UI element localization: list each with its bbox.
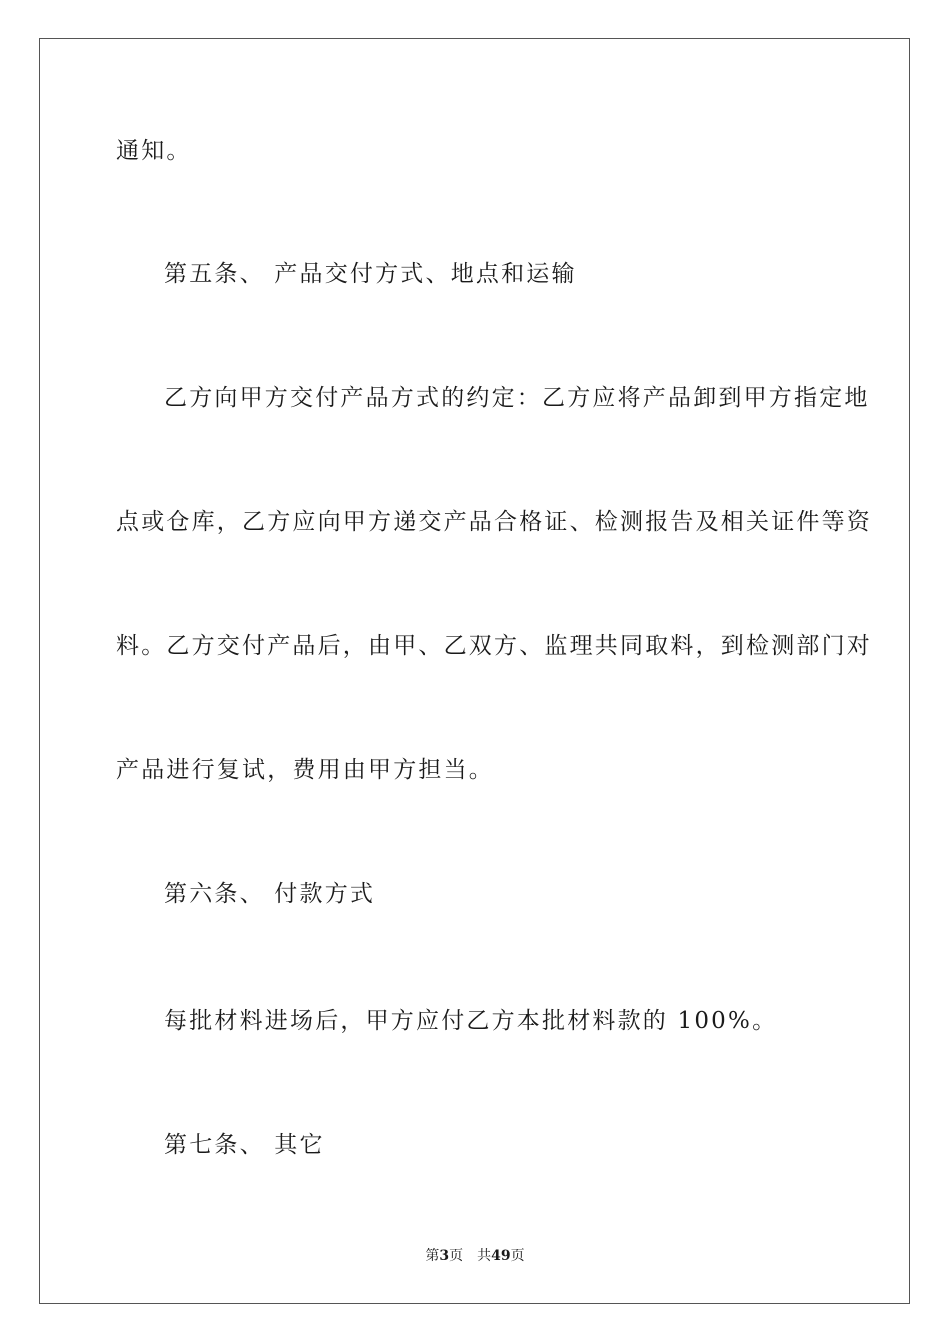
paragraph-line: 点或仓库，乙方应向甲方递交产品合格证、检测报告及相关证件等资 — [116, 509, 872, 535]
page-suffix: 页 — [449, 1248, 464, 1264]
section-heading-7: 第七条、 其它 — [164, 1132, 325, 1158]
total-pages: 49 — [491, 1248, 511, 1264]
paragraph-line: 产品进行复试，费用由甲方担当。 — [116, 757, 494, 783]
paragraph-line: 每批材料进场后，甲方应付乙方本批材料款的 100%。 — [164, 1008, 778, 1034]
paragraph-line: 通知。 — [116, 138, 192, 164]
paragraph-line: 料。乙方交付产品后，由甲、乙双方、监理共同取料，到检测部门对 — [116, 633, 872, 659]
total-suffix: 页 — [510, 1248, 525, 1264]
total-prefix: 共 — [477, 1248, 492, 1264]
page-footer — [0, 1247, 950, 1265]
section-heading-6: 第六条、 付款方式 — [164, 881, 376, 907]
paragraph-line: 乙方向甲方交付产品方式的约定：乙方应将产品卸到甲方指定地 — [164, 385, 870, 411]
section-heading-5: 第五条、 产品交付方式、地点和运输 — [164, 261, 577, 287]
page-prefix: 第 — [425, 1248, 440, 1264]
page-number: 3 — [439, 1248, 450, 1264]
page-border — [39, 38, 910, 1304]
